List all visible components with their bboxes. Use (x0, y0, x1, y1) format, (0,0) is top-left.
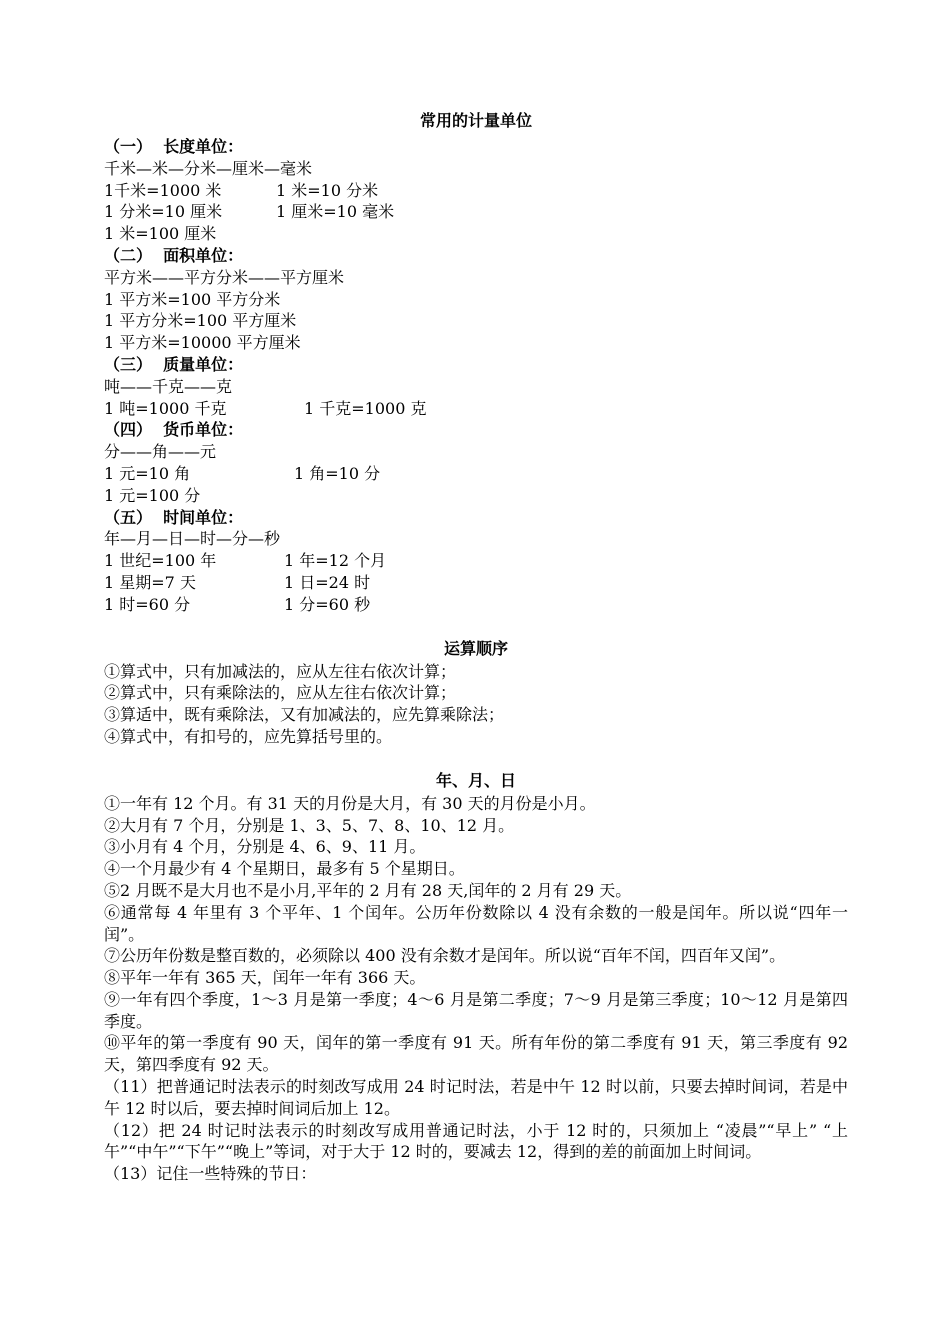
unit-row (104, 572, 848, 594)
unit-fact: 1 时=60 分 (104, 594, 191, 614)
section-heading: （三） 质量单位： (104, 354, 244, 374)
unit-fact: 1千米=1000 米 (104, 180, 222, 200)
list-item: ②大月有 7 个月，分别是 1、3、5、7、8、10、12 月。 (104, 815, 515, 835)
list-item: ⑤2 月既不是大月也不是小月,平年的 2 月有 28 天,闰年的 2 月有 29 天。 (104, 880, 632, 900)
section-heading: （一） 长度单位： (104, 137, 244, 156)
unit-row (104, 332, 848, 354)
unit-fact: 1 星期=7 天 (104, 572, 196, 592)
unit-row (104, 463, 848, 485)
unit-fact: 1 米=100 厘米 (104, 224, 217, 244)
section-heading: （四） 货币单位： (104, 420, 244, 440)
calendar-title: 年、月、日 (435, 770, 516, 790)
unit-fact: 1 分=60 秒 (284, 594, 371, 614)
unit-row (104, 485, 848, 507)
list-item: ④算式中，有扣号的，应先算括号里的。 (104, 726, 393, 746)
list-item: （12）把 24 时记时法表示的时刻改写成用普通记时法，小于 12 时的，只须加上 “凌晨”“早上” “上午”“中午”“下午”“晚上”等词，对于大于 12 时的，要减去 12，得到的差的前面加上时间词。 (104, 1120, 848, 1162)
list-item: ①算式中，只有加减法的，应从左往右依次计算； (104, 661, 457, 681)
unit-fact: 1 元=10 角 (104, 463, 191, 483)
section-heading: （二） 面积单位： (104, 245, 244, 265)
list-item: ⑩平年的第一季度有 90 天，闰年的第一季度有 91 天。所有年份的第二季度有 91 天，第三季度有 92 天，第四季度有 92 天。 (104, 1033, 848, 1075)
unit-row (104, 289, 848, 311)
list-item: ③算适中，既有乘除法，又有加减法的，应先算乘除法； (104, 705, 505, 725)
unit-row (104, 550, 848, 572)
unit-fact: 1 日=24 时 (284, 572, 371, 592)
list-item: ②算式中，只有乘除法的，应从左往右依次计算； (104, 683, 457, 703)
list-item: ④一个月最少有 4 个星期日，最多有 5 个星期日。 (104, 859, 465, 879)
list-item: ⑨一年有四个季度，1～3 月是第一季度；4～6 月是第二季度；7～9 月是第三季度；10～12 月是第四季度。 (104, 989, 848, 1031)
order-title: 运算顺序 (443, 638, 508, 658)
unit-row (104, 594, 848, 616)
unit-row (104, 201, 848, 223)
unit-fact: 1 平方分米=100 平方厘米 (104, 311, 297, 331)
unit-fact: 1 角=10 分 (294, 463, 381, 483)
unit-fact: 1 世纪=100 年 (104, 551, 217, 571)
list-item: ⑥通常每 4 年里有 3 个平年、1 个闰年。公历年份数除以 4 没有余数的一般是闰年。所以说“四年一闰”。 (104, 902, 848, 944)
unit-chain: 平方米——平方分米——平方厘米 (104, 267, 345, 287)
unit-row (104, 180, 848, 202)
unit-chain: 分——角——元 (104, 442, 217, 462)
list-item: ③小月有 4 个月，分别是 4、6、9、11 月。 (104, 837, 426, 857)
units-title: 常用的计量单位 (419, 111, 532, 130)
unit-fact: 1 平方米=10000 平方厘米 (104, 333, 301, 353)
unit-fact: 1 分米=10 厘米 (104, 202, 223, 222)
unit-fact: 1 年=12 个月 (284, 551, 387, 571)
unit-fact: 1 元=100 分 (104, 485, 201, 505)
unit-fact: 1 厘米=10 毫米 (276, 202, 395, 222)
unit-row (104, 223, 848, 245)
section-heading: （五） 时间单位： (104, 507, 244, 527)
document-page (104, 106, 848, 1185)
list-item: （13）记住一些特殊的节日： (104, 1164, 317, 1184)
unit-fact: 1 米=10 分米 (276, 180, 379, 200)
unit-chain: 千米—米—分米—厘米—毫米 (104, 158, 313, 178)
list-item: ①一年有 12 个月。有 31 天的月份是大月，有 30 天的月份是小月。 (104, 793, 596, 813)
unit-row (104, 310, 848, 332)
unit-row (104, 398, 848, 420)
list-item: ⑧平年一年有 365 天，闰年一年有 366 天。 (104, 968, 426, 988)
unit-chain: 吨——千克——克 (104, 376, 233, 396)
list-item: ⑦公历年份数是整百数的，必须除以 400 没有余数才是闰年。所以说“百年不闰，四百年又闰”。 (104, 946, 786, 966)
unit-fact: 1 千克=1000 克 (304, 398, 427, 418)
list-item: （11）把普通记时法表示的时刻改写成用 24 时记时法，若是中午 12 时以前，只要去掉时间词，若是中午 12 时以后，要去掉时间词后加上 12。 (104, 1077, 848, 1118)
unit-chain: 年—月—日—时—分—秒 (104, 529, 281, 549)
unit-fact: 1 平方米=100 平方分米 (104, 289, 281, 309)
unit-fact: 1 吨=1000 千克 (104, 398, 227, 418)
